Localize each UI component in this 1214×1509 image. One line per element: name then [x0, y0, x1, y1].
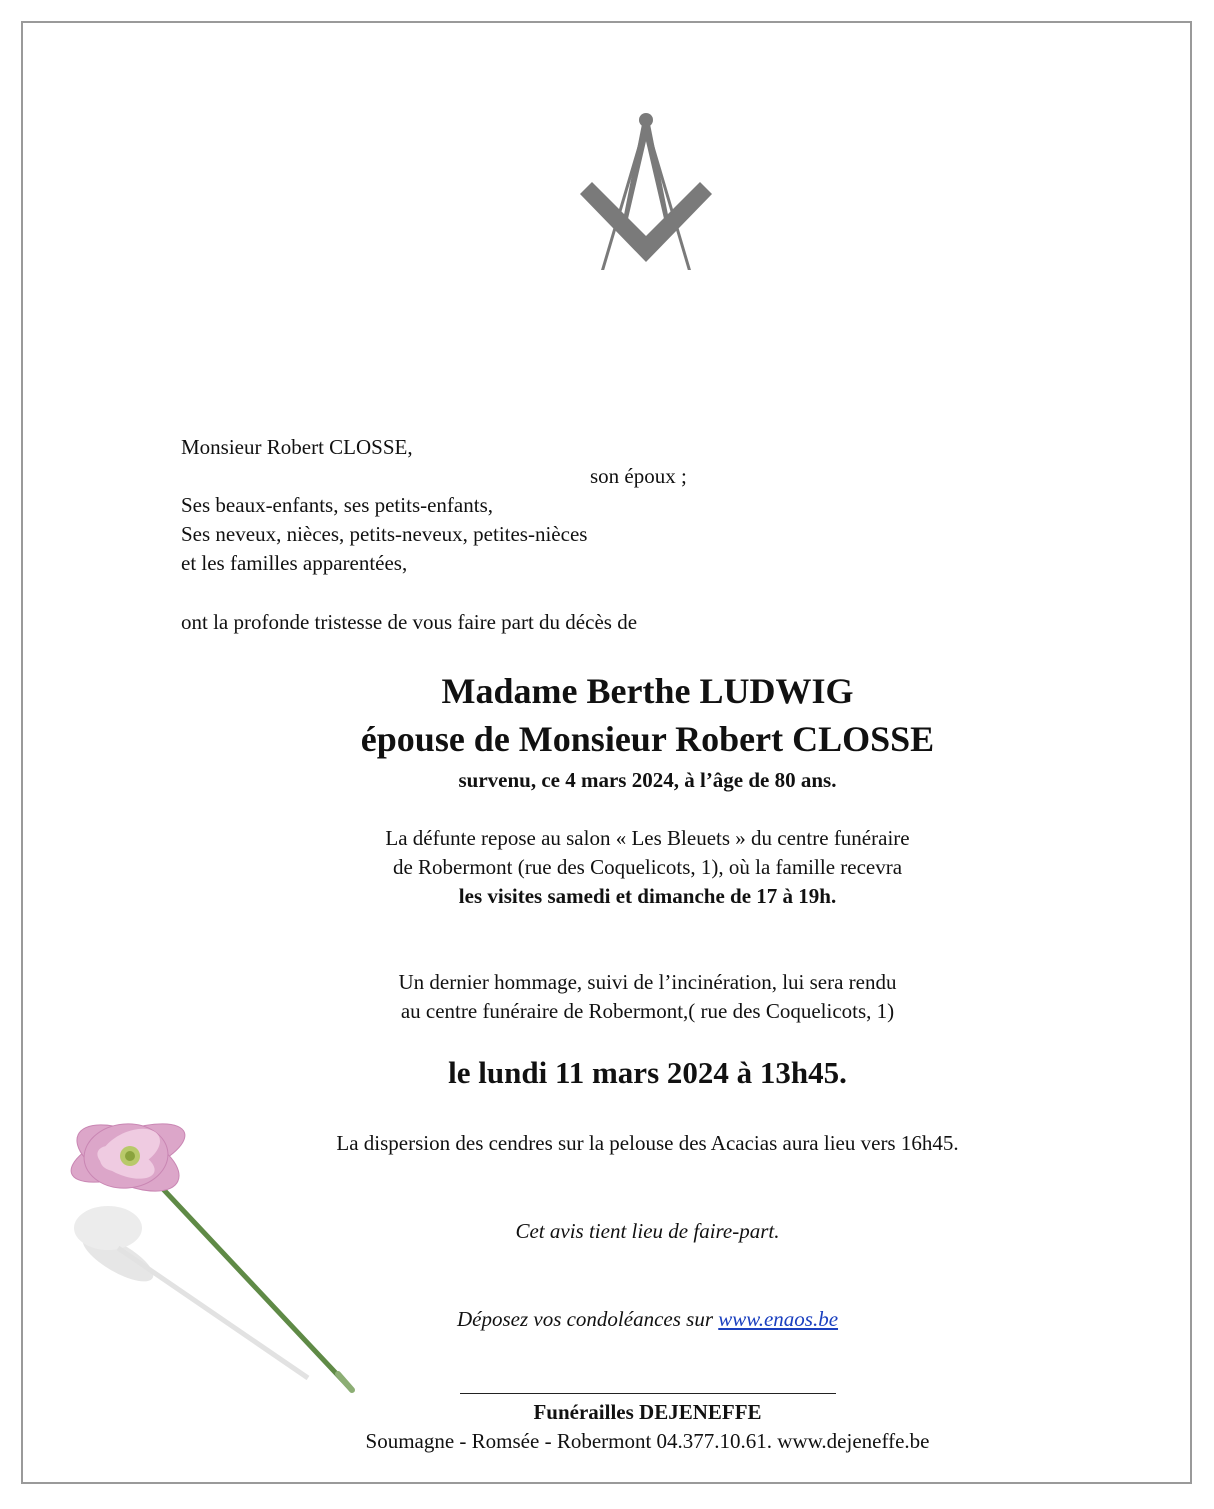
deceased-name: Madame Berthe LUDWIG: [441, 671, 854, 711]
family-line-1: Monsieur Robert CLOSSE,: [181, 435, 413, 459]
family-line-4: Ses neveux, nièces, petits-neveux, petites-nièces: [181, 522, 588, 546]
ceremony-line-1: Un dernier hommage, suivi de l’incinération, lui sera rendu: [398, 970, 897, 994]
family-line-3: Ses beaux-enfants, ses petits-enfants,: [181, 493, 493, 517]
deceased-date-age: survenu, ce 4 mars 2024, à l’âge de 80 ans.: [458, 768, 837, 792]
notice-text: Cet avis tient lieu de faire-part.: [515, 1219, 780, 1243]
ceremony-line-2: au centre funéraire de Robermont,( rue des Coquelicots, 1): [400, 999, 895, 1023]
family-line-5: et les familles apparentées,: [181, 551, 408, 575]
ceremony-date: le lundi 11 mars 2024 à 13h45.: [448, 1055, 847, 1090]
footer-address: Soumagne - Romsée - Robermont 04.377.10.61. www.dejeneffe.be: [365, 1429, 930, 1453]
footer-company: Funérailles DEJENEFFE: [533, 1400, 762, 1424]
condolences-link[interactable]: www.enaos.be: [718, 1307, 839, 1331]
pink-chrysanthemum-image: [48, 1098, 368, 1398]
deceased-spouse: épouse de Monsieur Robert CLOSSE: [360, 719, 935, 759]
family-line-2: son époux ;: [590, 464, 687, 488]
dispersion-text: La dispersion des cendres sur la pelouse des Acacias aura lieu vers 16h45.: [336, 1131, 959, 1155]
visitation-line-2: de Robermont (rue des Coquelicots, 1), où la famille recevra: [392, 855, 903, 879]
visitation-line-3: les visites samedi et dimanche de 17 à 19h.: [458, 884, 837, 908]
condolences-text: Déposez vos condoléances sur: [456, 1307, 719, 1331]
square-and-compasses-icon: [576, 110, 716, 270]
footer-divider: [460, 1393, 836, 1394]
announcement-text: ont la profonde tristesse de vous faire part du décès de: [181, 610, 638, 634]
visitation-line-1: La défunte repose au salon « Les Bleuets » du centre funéraire: [385, 826, 910, 850]
